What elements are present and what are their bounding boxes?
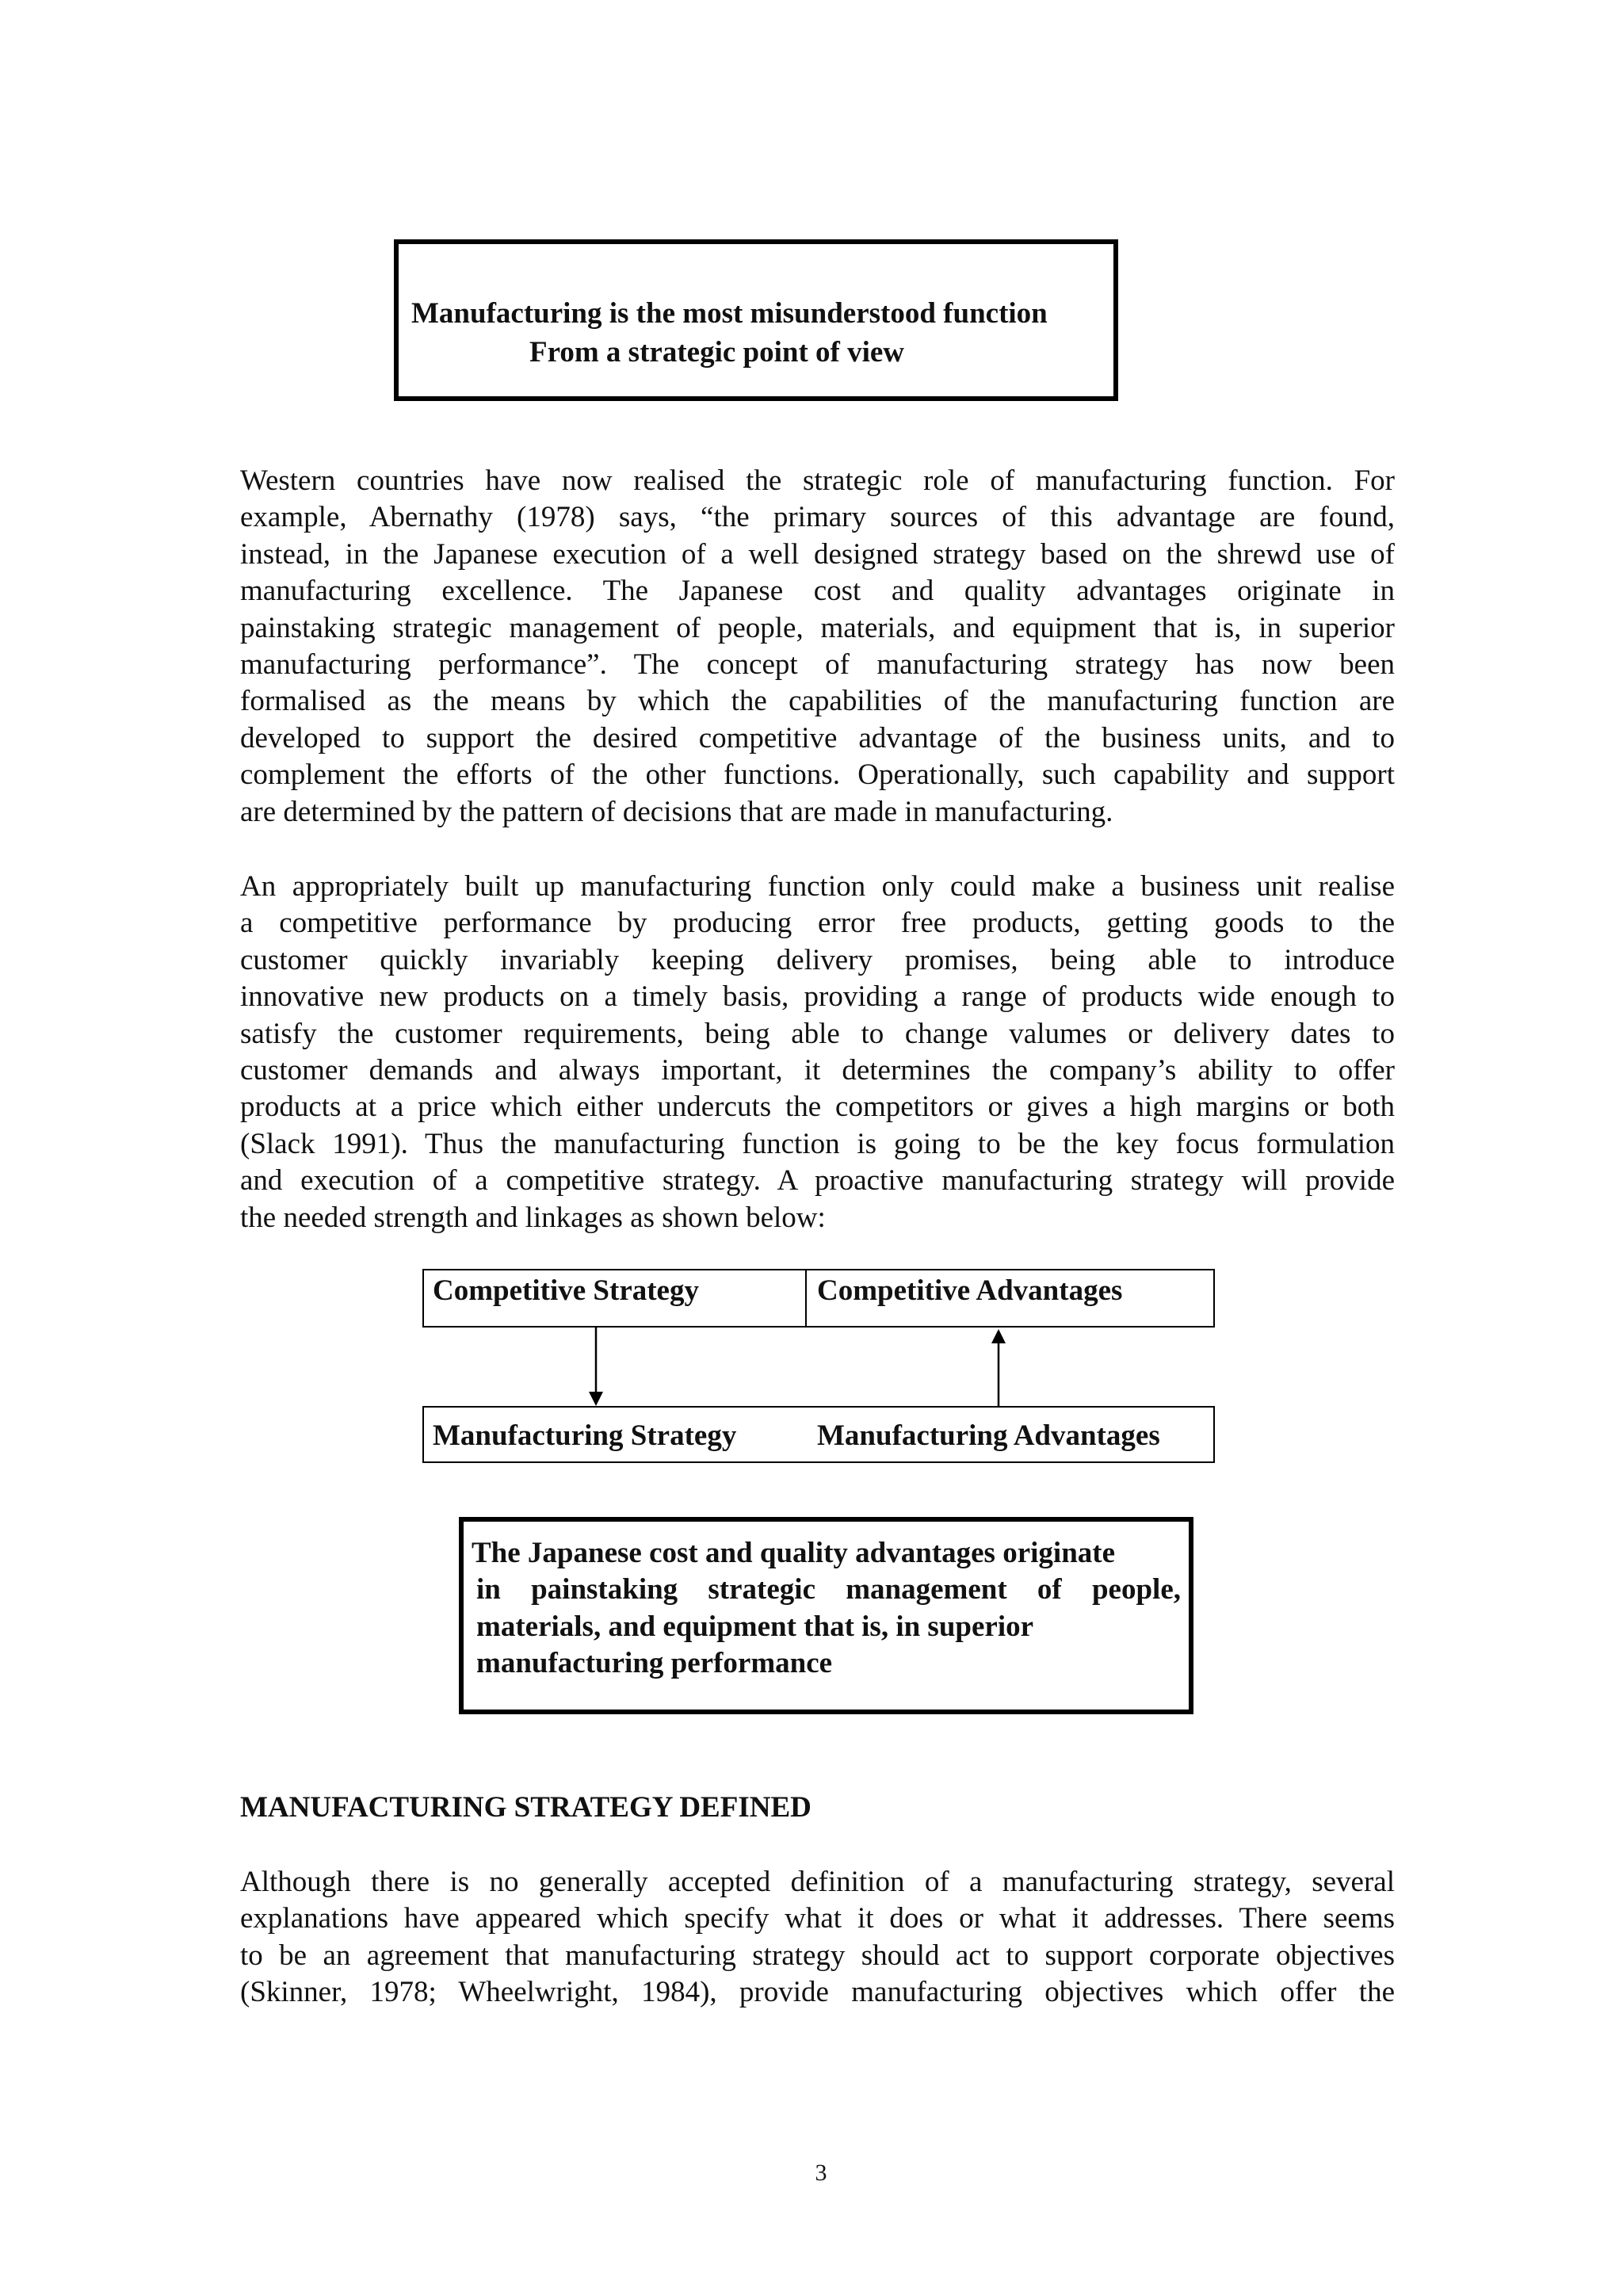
callout-top-line-1: Manufacturing is the most misunderstood function (411, 297, 1048, 330)
paragraph-line: the needed strength and linkages as shown below: (240, 1201, 826, 1234)
competitive-row-divider (805, 1269, 807, 1328)
paragraph-line: formalised as the means by which the capabilities of the manufacturing function are (240, 685, 1395, 718)
paragraph-line: a competitive performance by producing error free products, getting goods to the (240, 907, 1395, 940)
paragraph-line: An appropriately built up manufacturing function only could make a business unit realise (240, 870, 1395, 903)
paragraph-line: to be an agreement that manufacturing strategy should act to support corporate objectives (240, 1939, 1395, 1972)
callout-japanese-line: materials, and equipment that is, in superior (476, 1610, 1034, 1643)
paragraph-line: and execution of a competitive strategy. A proactive manufacturing strategy will provide (240, 1164, 1395, 1198)
paragraph-line: example, Abernathy (1978) says, “the primary sources of this advantage are found, (240, 501, 1395, 534)
paragraph-line: Although there is no generally accepted definition of a manufacturing strategy, several (240, 1866, 1395, 1898)
competitive-advantages-label: Competitive Advantages (817, 1274, 1123, 1307)
arrow-up-icon (991, 1329, 1006, 1406)
paragraph-line: manufacturing excellence. The Japanese cost and quality advantages originate in (240, 575, 1395, 608)
paragraph-line: customer quickly invariably keeping delivery promises, being able to introduce (240, 943, 1395, 976)
paragraph-line: (Slack 1991). Thus the manufacturing function is going to be the key focus formulation (240, 1127, 1395, 1160)
paragraph-line: satisfy the customer requirements, being able to change valumes or delivery dates to (240, 1017, 1395, 1050)
callout-japanese-line: manufacturing performance (476, 1647, 833, 1679)
section-heading: MANUFACTURING STRATEGY DEFINED (240, 1791, 812, 1824)
paragraph-2 (240, 869, 1395, 1236)
callout-japanese-line: The Japanese cost and quality advantages originate (472, 1537, 1116, 1569)
paragraph-line: manufacturing performance”. The concept of manufacturing strategy has now been (240, 648, 1395, 682)
callout-top-line-2: From a strategic point of view (529, 336, 905, 369)
callout-box-top (394, 239, 1118, 401)
paragraph-line: are determined by the pattern of decisions that are made in manufacturing. (240, 795, 1113, 828)
callout-japanese-line: in painstaking strategic management of people, (476, 1573, 1181, 1606)
paragraph-line: Western countries have now realised the strategic role of manufacturing function. For (240, 464, 1395, 497)
manufacturing-strategy-label: Manufacturing Strategy (433, 1419, 737, 1452)
paragraph-line: developed to support the desired competitive advantage of the business units, and to (240, 721, 1395, 755)
arrow-down-icon (589, 1328, 603, 1406)
competitive-strategy-label: Competitive Strategy (433, 1274, 699, 1307)
paragraph-1 (240, 463, 1395, 831)
paragraph-line: (Skinner, 1978; Wheelwright, 1984), provide manufacturing objectives which offer the (240, 1976, 1395, 2009)
paragraph-line: instead, in the Japanese execution of a well designed strategy based on the shrewd use of (240, 537, 1395, 571)
manufacturing-advantages-label: Manufacturing Advantages (817, 1419, 1160, 1452)
paragraph-line: explanations have appeared which specify what it does or what it addresses. There seems (240, 1902, 1395, 1935)
paragraph-line: innovative new products on a timely basis, providing a range of products wide enough to (240, 980, 1395, 1014)
page-number: 3 (815, 2160, 827, 2186)
paragraph-3 (240, 1864, 1395, 2011)
paragraph-line: customer demands and always important, it determines the company’s ability to offer (240, 1054, 1395, 1087)
paragraph-line: complement the efforts of the other functions. Operationally, such capability and support (240, 758, 1395, 792)
paragraph-line: products at a price which either undercuts the competitors or gives a high margins or both (240, 1091, 1395, 1124)
paragraph-line: painstaking strategic management of people, materials, and equipment that is, in superior (240, 611, 1395, 644)
callout-box-japanese (459, 1517, 1193, 1714)
